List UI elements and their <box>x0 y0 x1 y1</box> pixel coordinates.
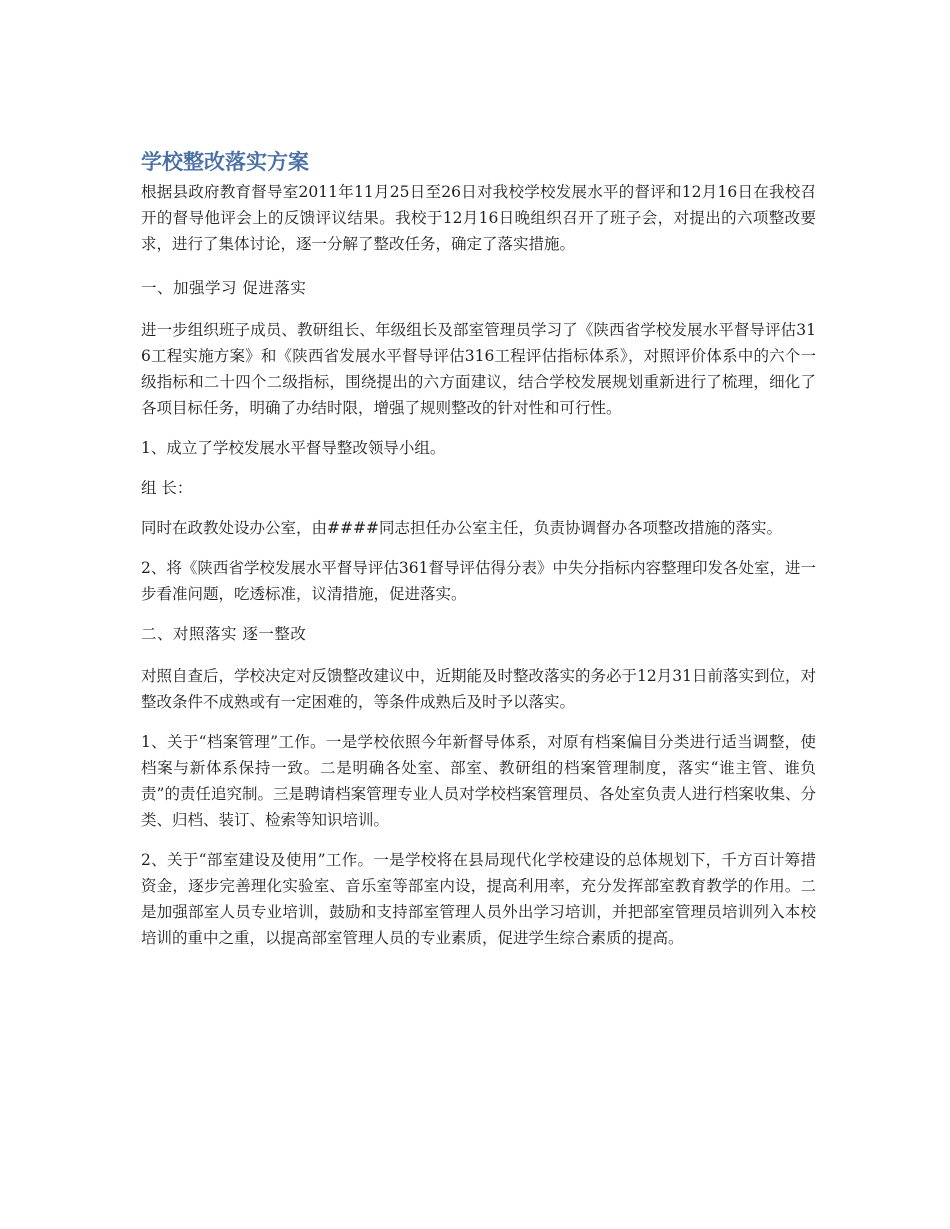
section-heading-1: 一、加强学习 促进落实 <box>141 279 307 298</box>
list-item-archive: 1、关于“档案管理”工作。一是学校依照今年新督导体系，对原有档案偏目分类进行适当调整，使档案与新体系保持一致。二是明确各处室、部室、教研组的档案管理制度，落实“谁主管、谁负责”的责任追究制。三是聘请档案管理专业人员对学校档案管理员、各处室负责人进行档案收集、分类、归档、装订、检索等知识培训。 <box>141 733 816 830</box>
list-item-2: 2、将《陕西省学校发展水平督导评估361督导评估得分表》中失分指标内容整理印发各处室，进一步看准问题，吃透标准，议清措施，促进落实。 <box>141 559 816 604</box>
section-heading-2: 二、对照落实 逐一整改 <box>141 625 307 644</box>
list-item-room-construction: 2、关于“部室建设及使用”工作。一是学校将在县局现代化学校建设的总体规划下，千方百计筹措资金，逐步完善理化实验室、音乐室等部室内设，提高利用率，充分发挥部室教育教学的作用。二是加强部室人员专业培训，鼓励和支持部室管理人员外出学习培训，并把部室管理员培训列入本校培训的重中之重，以提高部室管理人员的专业素质，促进学生综合素质的提高。 <box>141 851 816 948</box>
document-body <box>141 150 816 965</box>
list-item-1: 1、成立了学校发展水平督导整改领导小组。 <box>141 439 446 458</box>
group-leader-line: 组 长： <box>141 479 193 498</box>
body-paragraph: 进一步组织班子成员、教研组长、年级组长及部室管理员学习了《陕西省学校发展水平督导评估316工程实施方案》和《陕西省发展水平督导评估316工程评估指标体系》，对照评价体系中的六个一级指标和二十四个二级指标，围绕提出的六方面建议，结合学校发展规划重新进行了梳理，细化了各项目标任务，明确了办结时限，增强了规则整改的针对性和可行性。 <box>141 321 816 418</box>
body-paragraph: 同时在政教处设办公室，由####同志担任办公室主任，负责协调督办各项整改措施的落实。 <box>141 519 782 538</box>
intro-paragraph: 根据县政府教育督导室2011年11月25日至26日对我校学校发展水平的督评和12月16日在我校召开的督导他评会上的反馈评议结果。我校于12月16日晚组织召开了班子会，对提出的六项整改要求，进行了集体讨论，逐一分解了整改任务，确定了落实措施。 <box>141 183 816 254</box>
document-title: 学校整改落实方案 <box>141 150 309 174</box>
body-paragraph: 对照自查后，学校决定对反馈整改建议中，近期能及时整改落实的务必于12月31日前落实到位，对整改条件不成熟或有一定困难的，等条件成熟后及时予以落实。 <box>141 667 816 712</box>
